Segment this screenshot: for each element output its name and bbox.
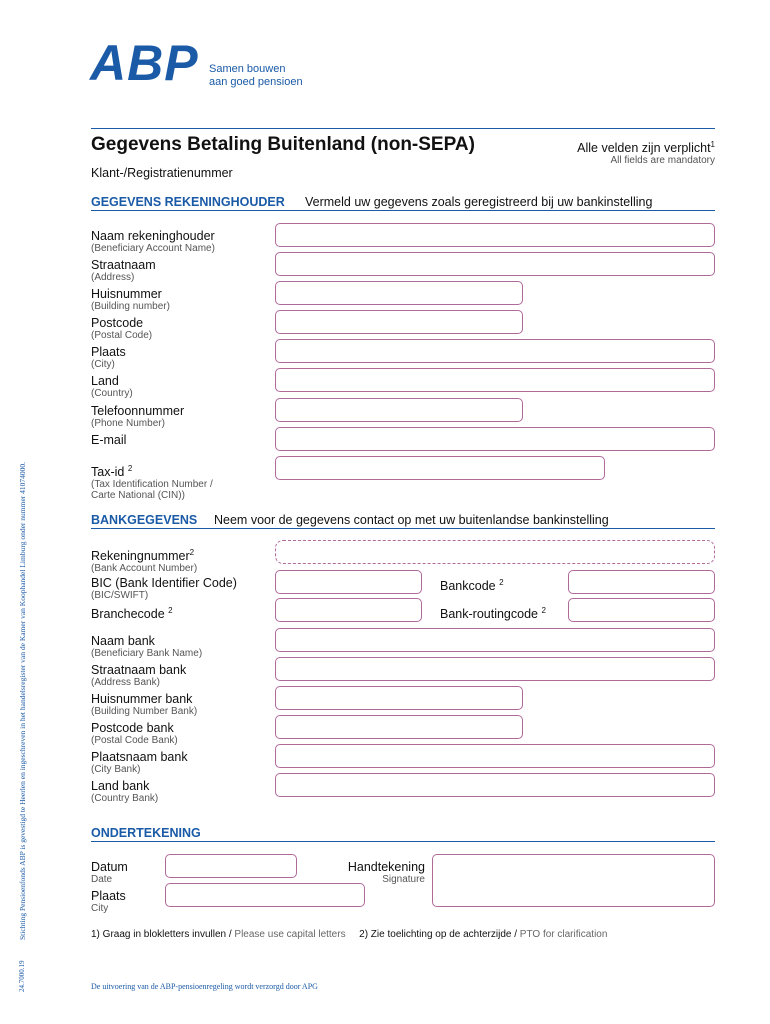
city-input[interactable] <box>275 339 715 363</box>
field-label-bank-street: Straatnaam bank (Address Bank) <box>91 663 187 688</box>
field-label-name: Naam rekeninghouder (Beneficiary Account Name) <box>91 229 215 254</box>
bank-street-input[interactable] <box>275 657 715 681</box>
country-input[interactable] <box>275 368 715 392</box>
field-label-street: Straatnaam (Address) <box>91 258 156 283</box>
field-label-account-number: Rekeningnummer$^2$ (Bank Account Number) <box>91 548 198 575</box>
legal-sidebar: Stichting Pensioenfonds ABP is gevestigd te Heerlen en ingeschreven in het handelsregister van de Kamer van Koophandel Limburg onder nummer 41074000. <box>18 461 27 940</box>
header-rule <box>91 128 715 129</box>
field-label-bank-city: Plaatsnaam bank (City Bank) <box>91 750 188 775</box>
bank-house-number-input[interactable] <box>275 686 523 710</box>
bank-city-input[interactable] <box>275 744 715 768</box>
street-input[interactable] <box>275 252 715 276</box>
logo-tagline <box>209 63 303 89</box>
section-holder-title: GEGEVENS REKENINGHOUDER <box>91 195 285 209</box>
mandatory-sup: 1 <box>710 140 715 149</box>
field-label-routing: Bank-routingcode $^2$ <box>440 606 546 622</box>
account-name-input[interactable] <box>275 223 715 247</box>
email-input[interactable] <box>275 427 715 451</box>
field-label-taxid: Tax-id $^2$ (Tax Identification Number / Carte National (CIN)) <box>91 464 213 502</box>
mandatory-en: All fields are mandatory <box>610 155 715 167</box>
mandatory-nl: Alle velden zijn verplicht <box>577 141 711 156</box>
field-label-postcode: Postcode (Postal Code) <box>91 316 153 341</box>
signature-box[interactable] <box>432 854 715 907</box>
field-label-email: E-mail <box>91 433 127 447</box>
field-label-bank-postcode: Postcode bank (Postal Code Bank) <box>91 721 178 746</box>
field-label-city: Plaats (City) <box>91 345 126 370</box>
field-label-country: Land (Country) <box>91 374 133 399</box>
section-bank-title: BANKGEGEVENS <box>91 513 198 527</box>
abp-logo <box>90 35 199 91</box>
place-input[interactable] <box>165 883 365 907</box>
field-label-housenumber: Huisnummer (Building number) <box>91 287 170 312</box>
form-code: 24.7000.19 <box>18 960 26 992</box>
field-label-branchecode: Branchecode $^2$ <box>91 606 173 622</box>
section-holder-desc: Vermeld uw gegevens zoals geregistreerd bij uw bankinstelling <box>305 195 653 209</box>
section-bank-rule <box>91 528 715 529</box>
bank-country-input[interactable] <box>275 773 715 797</box>
client-number-label: Klant-/Registratienummer <box>91 166 233 180</box>
section-bank-desc: Neem voor de gegevens contact op met uw buitenlandse bankinstelling <box>214 513 609 527</box>
routing-code-input[interactable] <box>568 598 715 622</box>
footnote-1-nl: 1) Graag in blokletters invullen / <box>91 929 232 940</box>
field-label-bank-housenumber: Huisnummer bank (Building Number Bank) <box>91 692 198 717</box>
field-label-bank-name: Naam bank (Beneficiary Bank Name) <box>91 634 203 659</box>
bic-input[interactable] <box>275 570 422 594</box>
bankcode-input[interactable] <box>568 570 715 594</box>
field-label-signature: Handtekening Signature <box>347 860 425 885</box>
postcode-input[interactable] <box>275 310 523 334</box>
section-sign-title: ONDERTEKENING <box>91 826 201 840</box>
branchecode-input[interactable] <box>275 598 422 622</box>
footnote-2-nl: 2) Zie toelichting op de achterzijde / <box>359 929 518 940</box>
section-holder-rule <box>91 210 715 211</box>
section-sign-rule <box>91 841 715 842</box>
footnote-1-en: Please use capital letters <box>234 929 346 940</box>
field-label-phone: Telefoonnummer (Phone Number) <box>91 404 185 429</box>
date-input[interactable] <box>165 854 297 878</box>
field-label-bankcode: Bankcode $^2$ <box>440 578 504 594</box>
field-label-bic: BIC (Bank Identifier Code) (BIC/SWIFT) <box>91 576 237 601</box>
mandatory-note <box>520 140 715 166</box>
footer-note: De uitvoering van de ABP-pensioenregeling wordt verzorgd door APG <box>91 982 318 991</box>
footnote-2-en: PTO for clarification <box>519 929 608 940</box>
field-label-bank-country: Land bank (Country Bank) <box>91 779 159 804</box>
bank-postcode-input[interactable] <box>275 715 523 739</box>
tax-id-input[interactable] <box>275 456 605 480</box>
field-label-date: Datum Date <box>91 860 128 885</box>
phone-input[interactable] <box>275 398 523 422</box>
logo-tagline-1: Samen bouwen <box>209 63 286 75</box>
logo-wordmark: ABP <box>90 35 199 91</box>
house-number-input[interactable] <box>275 281 523 305</box>
field-label-place: Plaats City <box>91 889 126 914</box>
logo-tagline-2: aan goed pensioen <box>209 76 303 88</box>
account-number-input[interactable] <box>275 540 715 564</box>
footnotes <box>91 929 607 940</box>
bank-name-input[interactable] <box>275 628 715 652</box>
page-title: Gegevens Betaling Buitenland (non-SEPA) <box>91 134 475 155</box>
